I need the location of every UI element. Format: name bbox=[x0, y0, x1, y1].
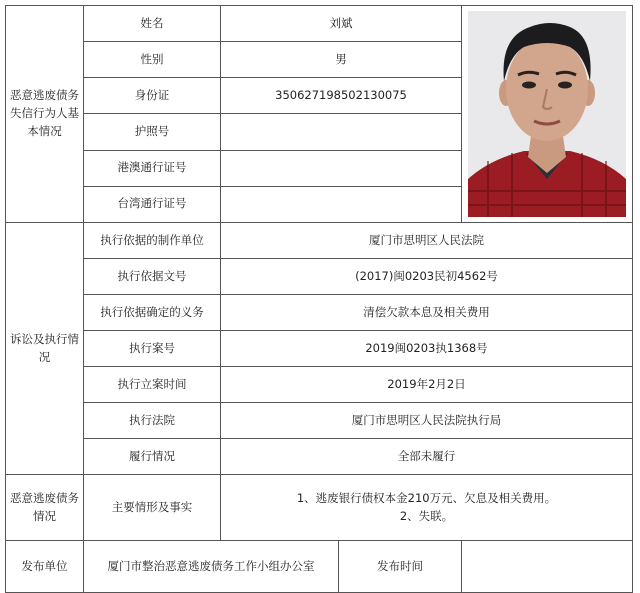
basis-doc-number-label: 执行依据文号 bbox=[84, 259, 221, 295]
obligation-label: 执行依据确定的义务 bbox=[84, 295, 221, 331]
case-number-value: 2019闽0203执1368号 bbox=[221, 331, 633, 367]
hk-macao-permit-value bbox=[221, 150, 462, 186]
issuing-unit-value: 厦门市思明区人民法院 bbox=[221, 223, 633, 259]
section-basic-info-title: 恶意逃废债务失信行为人基本情况 bbox=[6, 6, 84, 223]
filing-date-label: 执行立案时间 bbox=[84, 367, 221, 403]
main-facts-value bbox=[221, 475, 633, 541]
name-value: 刘斌 bbox=[221, 6, 462, 42]
person-photo bbox=[468, 11, 626, 217]
gender-value: 男 bbox=[221, 42, 462, 78]
info-table bbox=[5, 5, 633, 593]
publish-unit-value: 厦门市整治恶意逃废债务工作小组办公室 bbox=[84, 541, 339, 593]
name-label: 姓名 bbox=[84, 6, 221, 42]
photo-cell bbox=[462, 6, 633, 223]
taiwan-permit-value bbox=[221, 186, 462, 222]
case-number-label: 执行案号 bbox=[84, 331, 221, 367]
fact-item-1: 1、逃废银行债权本金210万元、欠息及相关费用。 bbox=[296, 490, 557, 505]
enforcement-court-value: 厦门市思明区人民法院执行局 bbox=[221, 403, 633, 439]
gender-label: 性别 bbox=[84, 42, 221, 78]
basis-doc-number-value: (2017)闽0203民初4562号 bbox=[221, 259, 633, 295]
enforcement-court-label: 执行法院 bbox=[84, 403, 221, 439]
main-facts-label: 主要情形及事实 bbox=[84, 475, 221, 541]
performance-status-label: 履行情况 bbox=[84, 439, 221, 475]
section-evasion-title: 恶意逃废债务情况 bbox=[6, 475, 84, 541]
dishonest-person-info-sheet bbox=[5, 5, 632, 587]
taiwan-permit-label: 台湾通行证号 bbox=[84, 186, 221, 222]
publish-time-label: 发布时间 bbox=[339, 541, 462, 593]
id-card-value: 350627198502130075 bbox=[221, 78, 462, 114]
publish-unit-label: 发布单位 bbox=[6, 541, 84, 593]
obligation-value: 清偿欠款本息及相关费用 bbox=[221, 295, 633, 331]
issuing-unit-label: 执行依据的制作单位 bbox=[84, 223, 221, 259]
passport-value bbox=[221, 114, 462, 150]
passport-label: 护照号 bbox=[84, 114, 221, 150]
fact-item-2: 2、失联。 bbox=[399, 508, 454, 523]
filing-date-value: 2019年2月2日 bbox=[221, 367, 633, 403]
section-litigation-title: 诉讼及执行情况 bbox=[6, 223, 84, 475]
performance-status-value: 全部未履行 bbox=[221, 439, 633, 475]
id-card-label: 身份证 bbox=[84, 78, 221, 114]
publish-time-value bbox=[462, 541, 633, 593]
hk-macao-permit-label: 港澳通行证号 bbox=[84, 150, 221, 186]
portrait-image bbox=[468, 11, 626, 217]
